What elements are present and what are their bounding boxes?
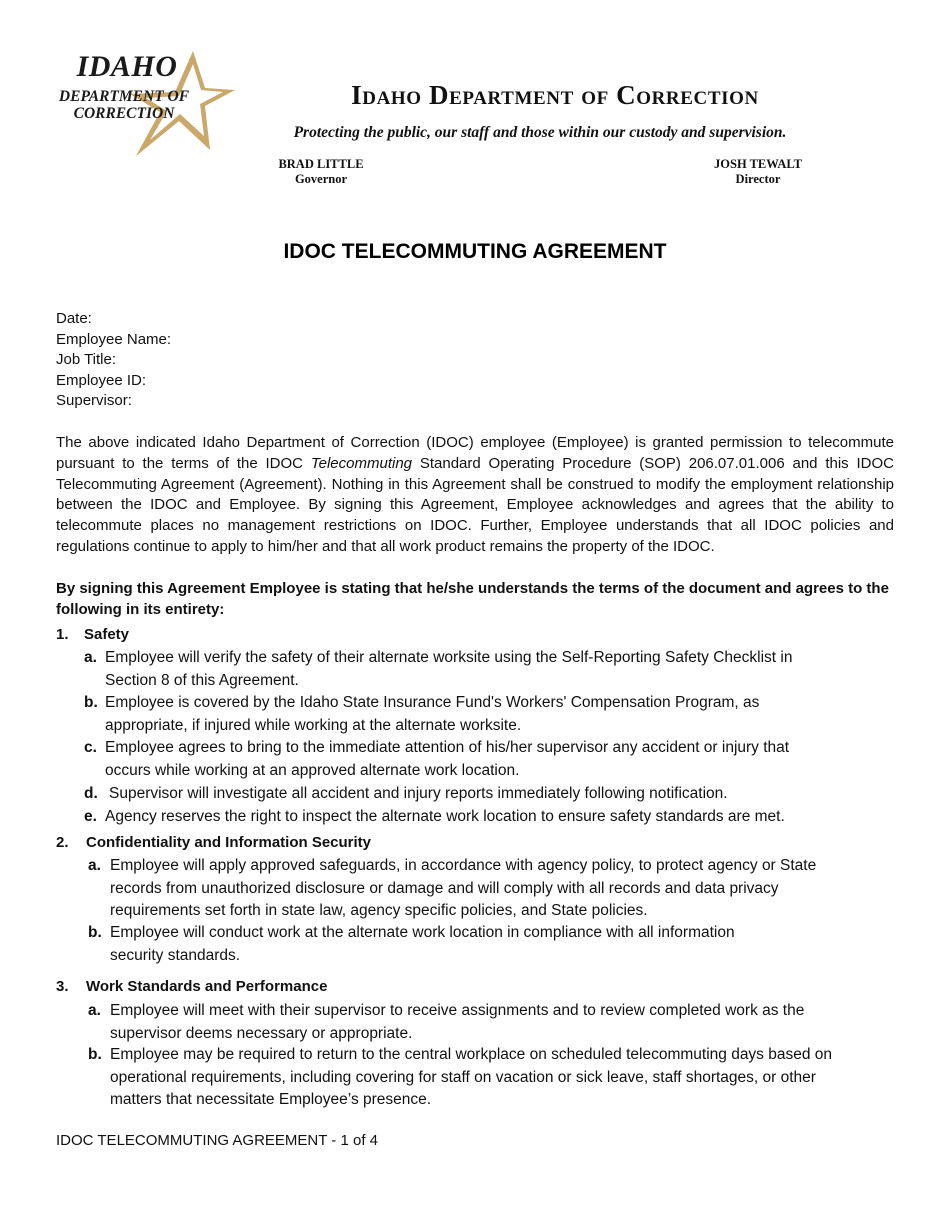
governor-block	[262, 157, 380, 187]
item-letter: d.	[84, 785, 98, 802]
item-line: supervisor deems necessary or appropriate.	[110, 1024, 413, 1042]
item-line: security standards.	[110, 946, 241, 964]
section-title: Work Standards and Performance	[86, 978, 328, 995]
section-title: Confidentiality and Information Security	[86, 834, 372, 851]
item-line: Employee will conduct work at the alternate work location in compliance with all information	[110, 924, 735, 941]
field-date: Date:	[56, 310, 92, 327]
item-line: occurs while working at an approved alternate work location.	[105, 761, 520, 779]
item-line: matters that necessitate Employee’s presence.	[110, 1091, 432, 1108]
governor-title: Governor	[294, 172, 348, 186]
item-line: Employee is covered by the Idaho State Insurance Fund's Workers' Compensation Program, as	[105, 694, 760, 711]
item-line: Supervisor will investigate all accident and injury reports immediately following notification.	[109, 785, 728, 802]
list-item	[88, 1044, 898, 1112]
item-letter: c.	[84, 739, 97, 756]
item-line: appropriate, if injured while working at the alternate worksite.	[105, 716, 522, 734]
item-line: Agency reserves the right to inspect the alternate work location to ensure safety standards are met.	[105, 808, 785, 825]
director-name: JOSH TEWALT	[714, 157, 802, 171]
item-letter: a.	[88, 1002, 101, 1019]
logo-text-idaho: IDAHO	[76, 50, 178, 83]
item-line: Section 8 of this Agreement.	[105, 671, 299, 689]
item-line: records from unauthorized disclosure or damage and will comply with all records and data privacy	[110, 879, 779, 897]
employee-fields	[56, 309, 171, 412]
department-tagline: Protecting the public, our staff and those within our custody and supervision.	[293, 124, 787, 141]
section-number: 3.	[56, 978, 69, 995]
field-employee-name: Employee Name:	[56, 330, 172, 348]
list-item	[88, 1000, 898, 1045]
logo-text-correction: CORRECTION	[73, 105, 175, 122]
agreement-statement: By signing this Agreement Employee is stating that he/she understands the terms of the document and agrees to the following in its entirety:	[56, 580, 889, 618]
field-supervisor: Supervisor:	[56, 392, 132, 410]
department-title: Idaho Department of Correction	[351, 80, 759, 110]
item-line: Employee will verify the safety of their alternate worksite using the Self-Reporting Safety Checklist in	[105, 649, 793, 666]
intro-text-2: Standard Operating Procedure (SOP) 206.07.01.006 and this IDOC Telecommuting Agreement (Agreement). Nothing in this Agreement shall be construed to modify the employment relationship between the IDOC and Employee. By signing this Agreement, Employee acknowledges and agrees that the ability to telecommute places no management restrictions on IDOC. Further, Employee understands that all IDOC policies and regulations continue to apply to him/her and that all work product remains the property of the IDOC.	[56, 454, 894, 555]
page-footer: IDOC TELECOMMUTING AGREEMENT - 1 of 4	[56, 1132, 379, 1149]
item-letter: b.	[84, 694, 98, 711]
item-letter: b.	[88, 924, 102, 941]
director-block	[696, 157, 820, 187]
intro-italic-term: Telecommuting	[310, 454, 413, 472]
item-line: operational requirements, including covering for staff on vacation or sick leave, staff shortages, or other	[110, 1068, 816, 1086]
section-number: 1.	[56, 626, 69, 643]
field-job-title: Job Title:	[56, 351, 117, 369]
section-title: Safety	[84, 626, 130, 643]
section-confidentiality-heading	[56, 834, 371, 851]
item-line: Employee will apply approved safeguards, in accordance with agency policy, to protect agency or State	[110, 857, 817, 874]
list-item	[88, 855, 888, 923]
item-line: Employee agrees to bring to the immediate attention of his/her supervisor any accident or injury that	[105, 739, 790, 756]
section-number: 2.	[56, 834, 69, 851]
intro-text-1: The above indicated Idaho Department of Correction (IDOC) employee (Employee) is granted permission to telecommute pursuant to the terms of the IDOC	[56, 434, 894, 472]
governor-name: BRAD LITTLE	[278, 157, 364, 171]
item-letter: a.	[88, 857, 101, 874]
intro-paragraph	[56, 433, 894, 558]
document-title: IDOC TELECOMMUTING AGREEMENT	[283, 240, 667, 263]
item-line: Employee may be required to return to the central workplace on scheduled telecommuting days based on	[110, 1046, 833, 1063]
section-work-standards-heading	[56, 978, 327, 995]
list-item	[84, 783, 884, 806]
item-letter: e.	[84, 808, 97, 825]
section-safety-heading	[56, 626, 129, 643]
item-letter: b.	[88, 1046, 102, 1063]
list-item	[84, 647, 884, 692]
director-title: Director	[735, 172, 781, 186]
idoc-logo	[38, 48, 238, 158]
list-item	[84, 692, 884, 737]
list-item	[88, 922, 888, 967]
logo-text-department: DEPARTMENT OF	[58, 88, 190, 105]
item-letter: a.	[84, 649, 97, 666]
item-line: Employee will meet with their supervisor to receive assignments and to review completed work as the	[110, 1002, 805, 1019]
item-line: requirements set forth in state law, agency specific policies, and State policies.	[110, 902, 648, 919]
list-item	[84, 737, 884, 782]
list-item	[84, 806, 884, 829]
field-employee-id: Employee ID:	[56, 371, 147, 389]
